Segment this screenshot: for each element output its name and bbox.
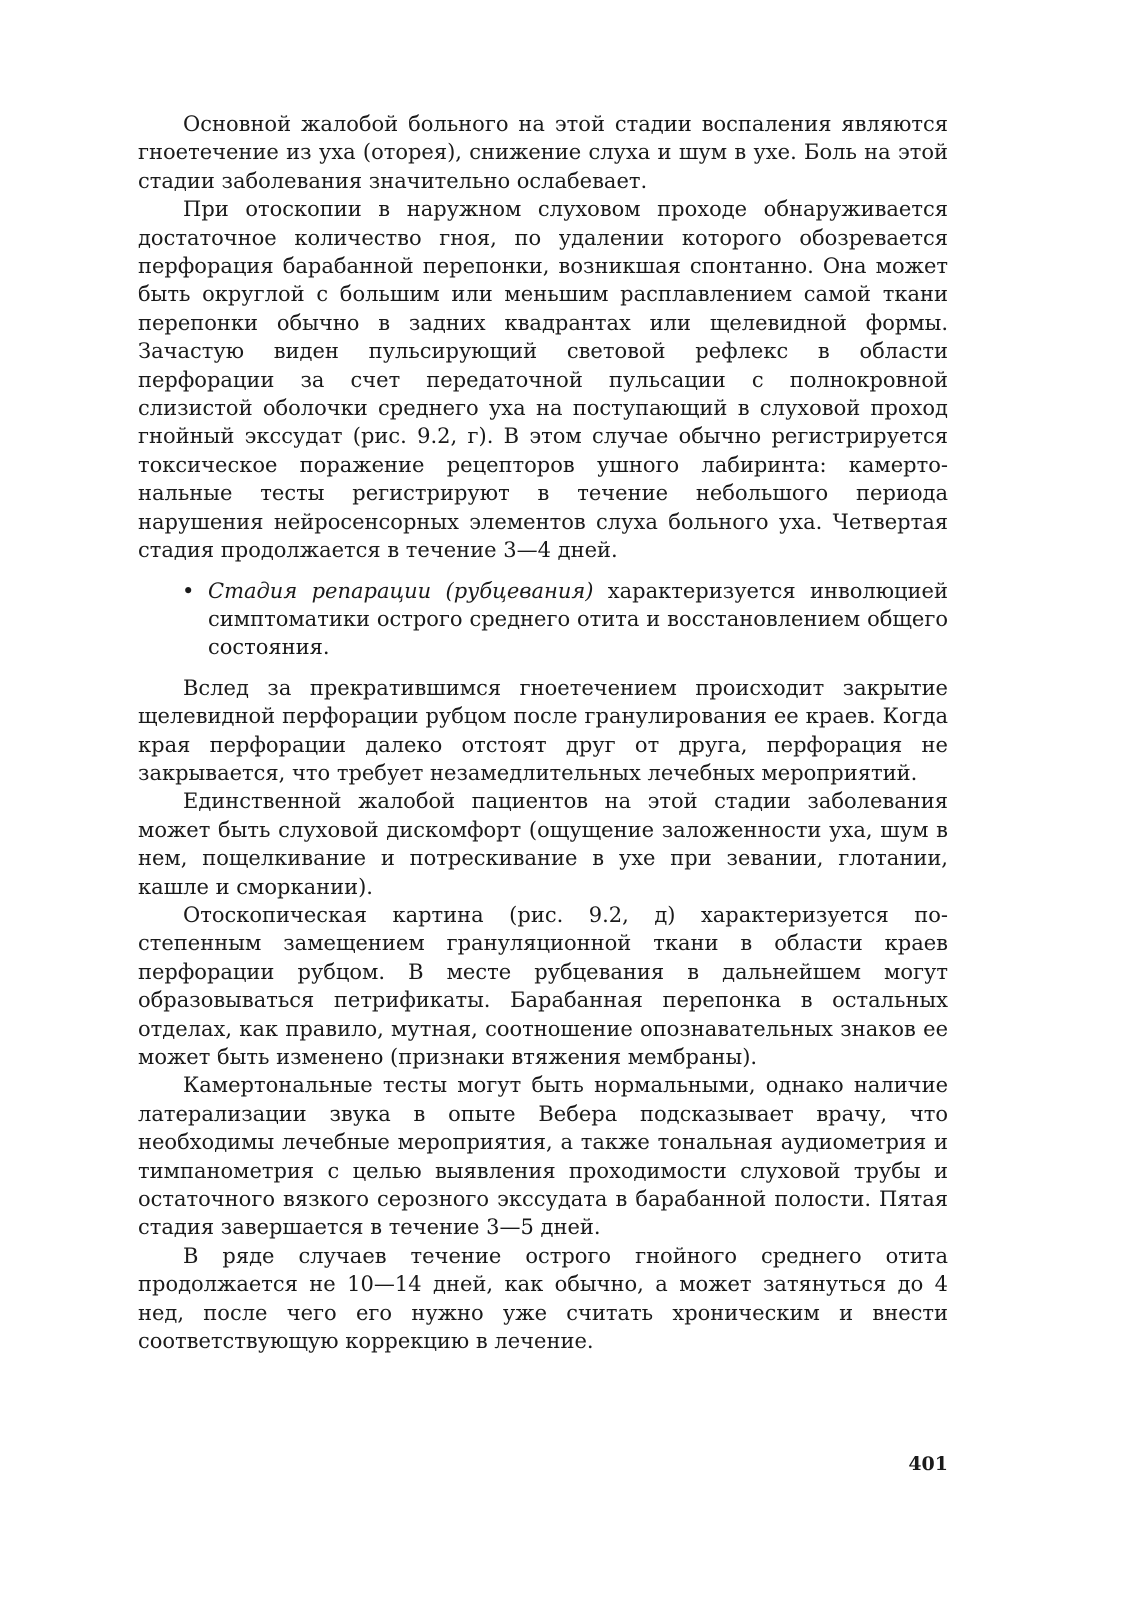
bullet-text bbox=[208, 577, 948, 662]
paragraph-otoscopy-stage4: При отоскопии в наружном слуховом проходе обнаруживается достаточное количество гноя, по удалении которого обозревается перфорация барабанной перепонки, возникшая спонтанно. Она может быть округлой с большим или меньшим расплавлением самой ткани перепонки обычно в задних квадрантах или щелевидной формы. Зачастую виден пульсирующий световой рефлекс в области перфорации за счет передаточной пульсации с полнокровной слизистой оболочки среднего уха на поступающий в слуховой проход гнойный экссудат (рис. 9.2, г). В этом случае обычно регистрируется токсическое поражение рецепторов ушного лабиринта: камертональные тесты регистрируют в течение небольшого периода нарушения нейросенсорных элементов слуха больного уха. Четвертая стадия продолжается в течение 3—4 дней. bbox=[138, 197, 948, 563]
paragraph-patient-complaint: Единственной жалобой пациентов на этой стадии заболевания может быть слуховой дискомфорт (ощущение заложенности уха, шум в нем, пощелкивание и потрескивание в ухе при зевании, глотании, кашле и сморкании). bbox=[138, 789, 948, 899]
page-body bbox=[138, 110, 948, 1355]
bullet-italic-lead: Стадия репарации (рубцевания) bbox=[208, 578, 594, 603]
bullet-icon: • bbox=[182, 578, 195, 603]
paragraph-otoscopic-picture: Отоскопическая картина (рис. 9.2, д) характеризуется постепенным замещением грануляционной ткани в области краев перфорации рубцом. В месте рубцевания в дальнейшем могут образовываться петрификаты. Барабанная перепонка в остальных отделах, как правило, мутная, соотношение опознавательных знаков ее может быть изменено (признаки втяжения мембраны). bbox=[138, 902, 948, 1069]
bullet-item-repair-stage bbox=[138, 577, 948, 662]
paragraph-tuning-fork-tests: Камертональные тесты могут быть нормальными, однако наличие латерализации звука в опыте Вебера подсказывает врачу, что необходимы лечебные мероприятия, а также тональная аудиометрия и тимпанометрия с целью выявления проходимости слуховой трубы и остаточного вязкого серозного экссудата в барабанной полости. Пятая стадия завершается в течение 3—5 дней. bbox=[138, 1073, 948, 1240]
bullet-rest: характеризуется инволюцией симптоматики острого среднего отита и восстановлением общего состояния. bbox=[208, 578, 948, 660]
page-number: 401 bbox=[908, 1453, 948, 1475]
paragraph-perforation-closure: Вслед за прекратившимся гноетечением происходит закрытие щелевидной перфорации рубцом после гранулирования ее краев. Когда края перфорации далеко отстоят друг от друга, перфорация не закрывается, что требует незамедлительных лечебных мероприятий. bbox=[138, 675, 948, 785]
paragraph-main-complaint: Основной жалобой больного на этой стадии воспаления являются гноетечение из уха (оторея), снижение слуха и шум в ухе. Боль на этой стадии заболевания значительно ослабевает. bbox=[138, 112, 948, 193]
paragraph-chronic-course: В ряде случаев течение острого гнойного среднего отита продолжается не 10—14 дней, как обычно, а может затянуться до 4 нед, после чего его нужно уже считать хроническим и внести соответствующую коррекцию в лечение. bbox=[138, 1243, 948, 1354]
